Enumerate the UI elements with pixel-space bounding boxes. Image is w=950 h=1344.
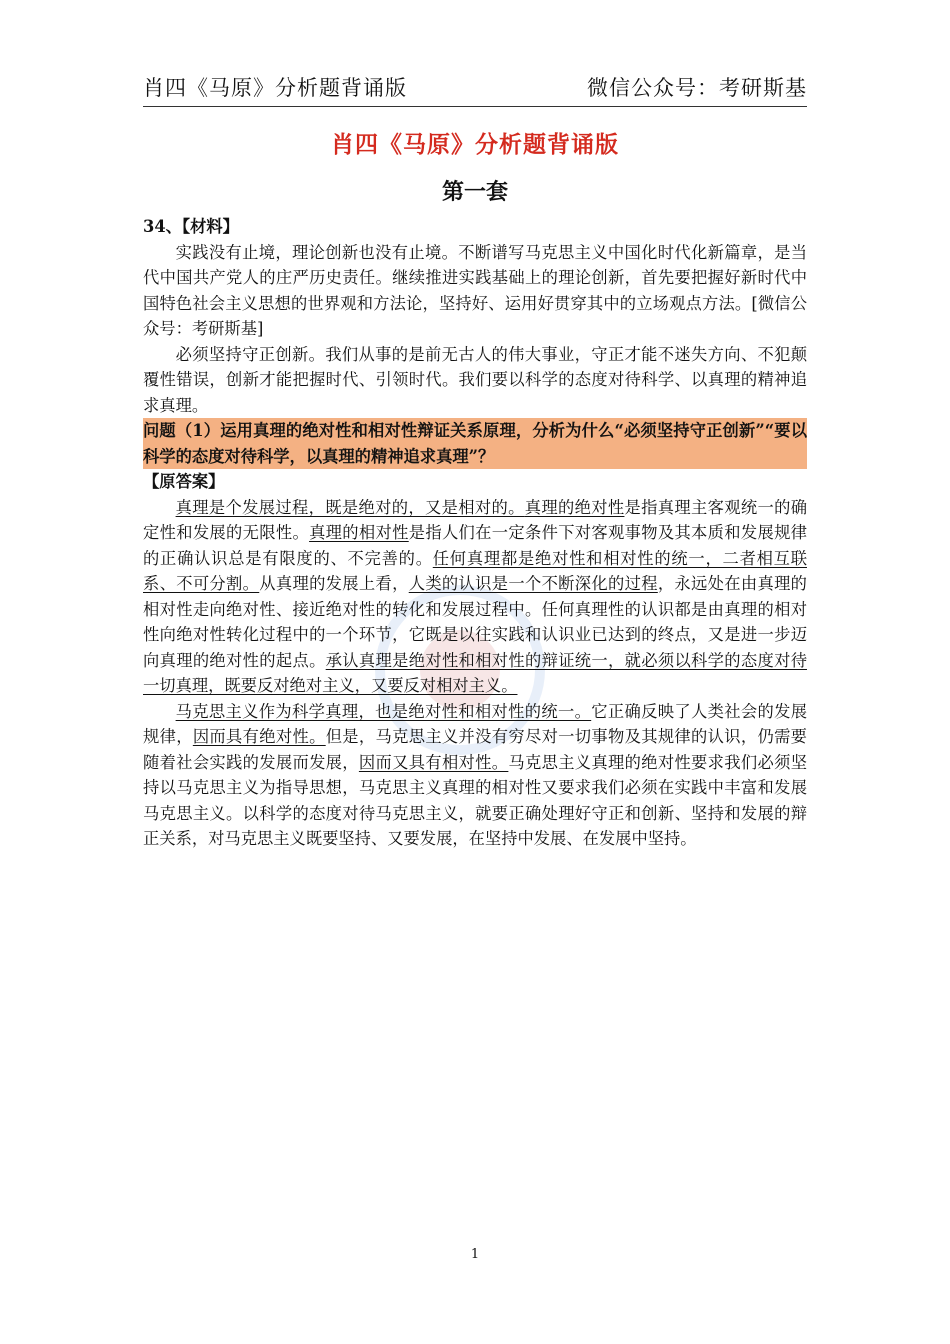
underlined-text: 马克思主义作为科学真理，也是绝对性和相对性的统一。 [175, 701, 592, 721]
underlined-text: 人类的认识是一个不断深化的过程 [408, 574, 658, 593]
answer-text: 从真理的发展上看， [259, 574, 409, 593]
answer-text: 它正确反映了人类社会的发展规律， [143, 701, 807, 746]
material-paragraph-2: 必须坚持守正创新。我们从事的是前无古人的伟大事业，守正才能不迷失方向、不犯颠覆性错误，创新才能把握时代、引领时代。我们要以科学的态度对待科学、以真理的精神追求真理。 [143, 344, 807, 415]
document-body [143, 214, 807, 852]
underlined-text: 真理是个发展过程，既是绝对的，又是相对的。 [175, 497, 525, 517]
underlined-text: 承认真理是绝对性和相对性的辩证统一，就必须以科学的态度对待一切真理，既要反对绝对主义，又要反对相对主义。 [143, 650, 807, 695]
page-number: 1 [470, 1247, 480, 1262]
underlined-text: 任何真理都是绝对性和相对性的统一，二者相互联系、不可分割。 [143, 548, 807, 593]
answer-text: 是指人们在一定条件下对客观事物及其本质和发展规律的正确认识总是有限度的、不完善的。 [143, 523, 807, 568]
answer-text: ，永远处在由真理的相对性走向绝对性、接近绝对性的转化和发展过程中。任何真理性的认识都是由真理的相对性向绝对性转化过程中的一个环节，它既是以往实践和认识业已达到的终点，又是进一步迈向真理的绝对性的起点。 [143, 574, 807, 670]
page-header [143, 68, 807, 102]
answer-paragraph-2 [143, 699, 807, 852]
header-right-account: 微信公众号：考研斯基 [587, 76, 807, 100]
set-subtitle: 第一套 [441, 179, 508, 205]
document-title: 肖四《马原》分析题背诵版 [331, 131, 619, 158]
header-divider [143, 106, 807, 107]
underlined-text: 因而又具有相对性。 [358, 752, 509, 772]
question-number-label: 34、【材料】 [143, 217, 239, 236]
question-text: 问题（1）运用真理的绝对性和相对性辩证关系原理，分析为什么“必须坚持守正创新”“要以科学的态度对待科学，以真理的精神追求真理”？ [143, 418, 807, 469]
answer-text: 是指真理主客观统一的确定性和发展的无限性。 [143, 497, 807, 542]
answer-text: 马克思主义真理的绝对性要求我们必须坚持以马克思主义为指导思想，马克思主义真理的相对性又要求我们必须在实践中丰富和发展马克思主义。以科学的态度对待马克思主义，就要正确处理好守正和创新、坚持和发展的辩正关系，对马克思主义既要坚持、又要发展，在坚持中发展、在发展中坚持。 [143, 752, 807, 848]
material-paragraph-1: 实践没有止境，理论创新也没有止境。不断谱写马克思主义中国化时代化新篇章，是当代中国共产党人的庄严历史责任。继续推进实践基础上的理论创新，首先要把握好新时代中国特色社会主义思想的世界观和方法论，坚持好、运用好贯穿其中的立场观点方法。[微信公众号：考研斯基] [143, 242, 807, 338]
underlined-text: 因而具有绝对性。 [192, 727, 326, 746]
answer-paragraph-1 [143, 495, 807, 699]
answer-label: 【原答案】 [143, 472, 225, 491]
answer-text: 但是，马克思主义并没有穷尽对一切事物及其规律的认识，仍需要随着社会实践的发展而发展， [143, 727, 807, 772]
underlined-text: 真理的相对性 [309, 523, 409, 542]
underlined-text: 真理的绝对性 [524, 497, 625, 517]
header-left-title: 肖四《马原》分析题背诵版 [143, 76, 407, 100]
